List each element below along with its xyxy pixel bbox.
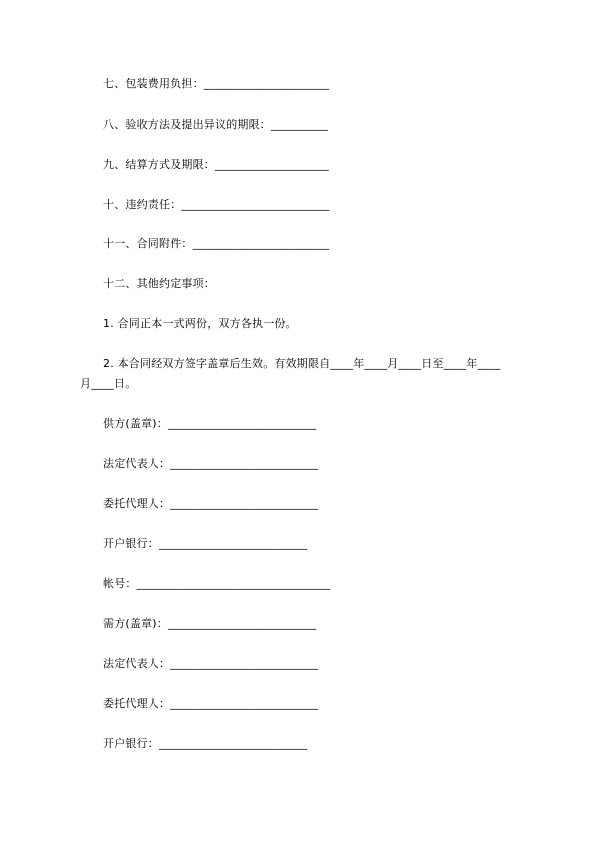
clause-10-liability: 十、违约责任：__________________________	[103, 198, 330, 211]
supplier-seal-field: 供方(盖章)：__________________________	[103, 417, 317, 430]
buyer-legal-rep-field: 法定代表人：__________________________	[103, 657, 319, 670]
other-matter-2: 2. 本合同经双方签字盖章后生效。有效期限自____年____月____日至____年____	[103, 357, 501, 370]
buyer-seal-field: 需方(盖章)：__________________________	[103, 617, 317, 630]
supplier-bank-field: 开户银行：__________________________	[103, 537, 308, 550]
clause-7-packaging-cost: 七、包装费用负担：______________________	[103, 77, 330, 90]
clause-9-settlement-method: 九、结算方式及期限：____________________	[103, 158, 329, 171]
supplier-agent-field: 委托代理人：__________________________	[103, 497, 319, 510]
supplier-account-field: 帐号：__________________________________	[103, 577, 331, 590]
other-matter-1: 1. 合同正本一式两份，双方各执一份。	[103, 317, 297, 330]
clause-8-inspection-method: 八、验收方法及提出异议的期限：__________	[103, 118, 328, 131]
other-matter-2-continued: 月____日。	[80, 377, 137, 390]
supplier-legal-rep-field: 法定代表人：__________________________	[103, 457, 319, 470]
clause-12-other-matters: 十二、其他约定事项：	[103, 277, 215, 290]
buyer-bank-field: 开户银行：__________________________	[103, 737, 308, 750]
buyer-agent-field: 委托代理人：__________________________	[103, 697, 319, 710]
clause-11-attachments: 十一、合同附件：________________________	[103, 237, 330, 250]
